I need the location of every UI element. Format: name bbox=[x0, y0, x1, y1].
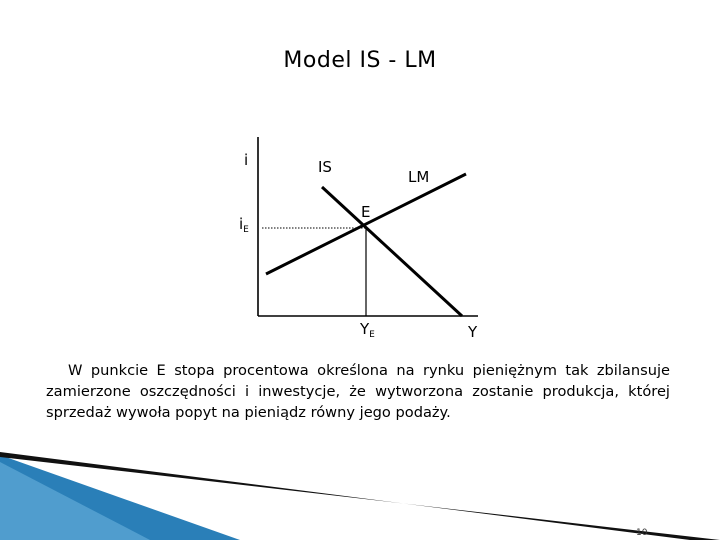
x-axis-label: Y bbox=[468, 323, 478, 341]
caption-text: W punkcie E stopa procentowa określona na rynku pieniężnym tak zbilansuje zamierzone oszczędności i inwestycje, że wytworzona zostanie produkcja, której sprzedaż wywoła popyt na pieniądz równy jego podaży. bbox=[46, 362, 670, 421]
lm-curve-label: LM bbox=[408, 168, 430, 186]
is-curve-label: IS bbox=[318, 158, 332, 176]
ie-main: i bbox=[239, 215, 244, 233]
ye-subscript: E bbox=[369, 330, 375, 340]
ie-subscript: E bbox=[243, 225, 249, 235]
page-number: 10 bbox=[636, 528, 648, 538]
ye-main: Y bbox=[360, 320, 370, 338]
slide-title: Model IS - LM bbox=[283, 48, 437, 73]
equilibrium-label: E bbox=[361, 203, 371, 221]
y-axis-label: i bbox=[244, 151, 249, 169]
